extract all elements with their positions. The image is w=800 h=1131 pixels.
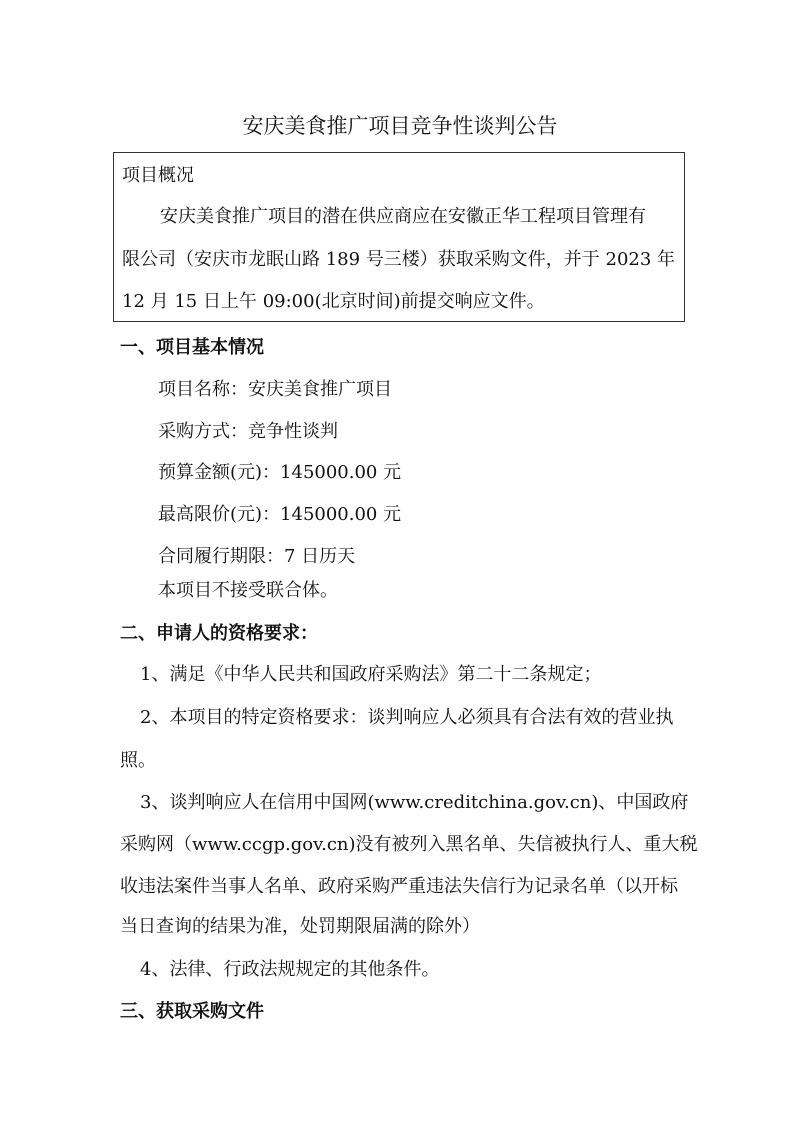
section2-line: 当日查询的结果为准，处罚期限届满的除外） [120, 916, 480, 937]
section2-line: 2、本项目的特定资格要求：谈判响应人必须具有合法有效的营业执 [140, 707, 674, 728]
page-title: 安庆美食推广项目竞争性谈判公告 [242, 114, 558, 138]
section2-line: 收违法案件当事人名单、政府采购严重违法失信行为记录名单（以开标 [120, 876, 678, 897]
section3-heading: 三、获取采购文件 [120, 1001, 264, 1022]
overview-label: 项目概况 [122, 165, 194, 186]
section2-line: 4、法律、行政法规规定的其他条件。 [140, 959, 440, 980]
overview-line-3: 12 月 15 日上午 09:00(北京时间)前提交响应文件。 [122, 291, 545, 312]
overview-line-1: 安庆美食推广项目的潜在供应商应在安徽正华工程项目管理有 [160, 206, 646, 227]
overview-line-2: 限公司（安庆市龙眠山路 189 号三楼）获取采购文件，并于 2023 年 [122, 249, 676, 270]
section1-item: 项目名称：安庆美食推广项目 [158, 379, 392, 400]
section2-line: 1、满足《中华人民共和国政府采购法》第二十二条规定； [140, 664, 602, 685]
section1-item: 本项目不接受联合体。 [158, 580, 338, 601]
section2-line: 3、谈判响应人在信用中国网(www.creditchina.gov.cn)、中国政府 [140, 792, 689, 813]
section1-heading: 一、项目基本情况 [120, 337, 264, 358]
section1-item: 最高限价(元)：145000.00 元 [158, 504, 402, 525]
section1-item: 预算金额(元)：145000.00 元 [158, 462, 402, 483]
section2-line: 照。 [120, 750, 156, 771]
section2-heading: 二、申请人的资格要求： [120, 623, 318, 644]
section1-item: 采购方式：竞争性谈判 [158, 421, 338, 442]
section2-line: 采购网（www.ccgp.gov.cn)没有被列入黑名单、失信被执行人、重大税 [120, 834, 698, 855]
section1-item: 合同履行期限：7 日历天 [158, 546, 356, 567]
